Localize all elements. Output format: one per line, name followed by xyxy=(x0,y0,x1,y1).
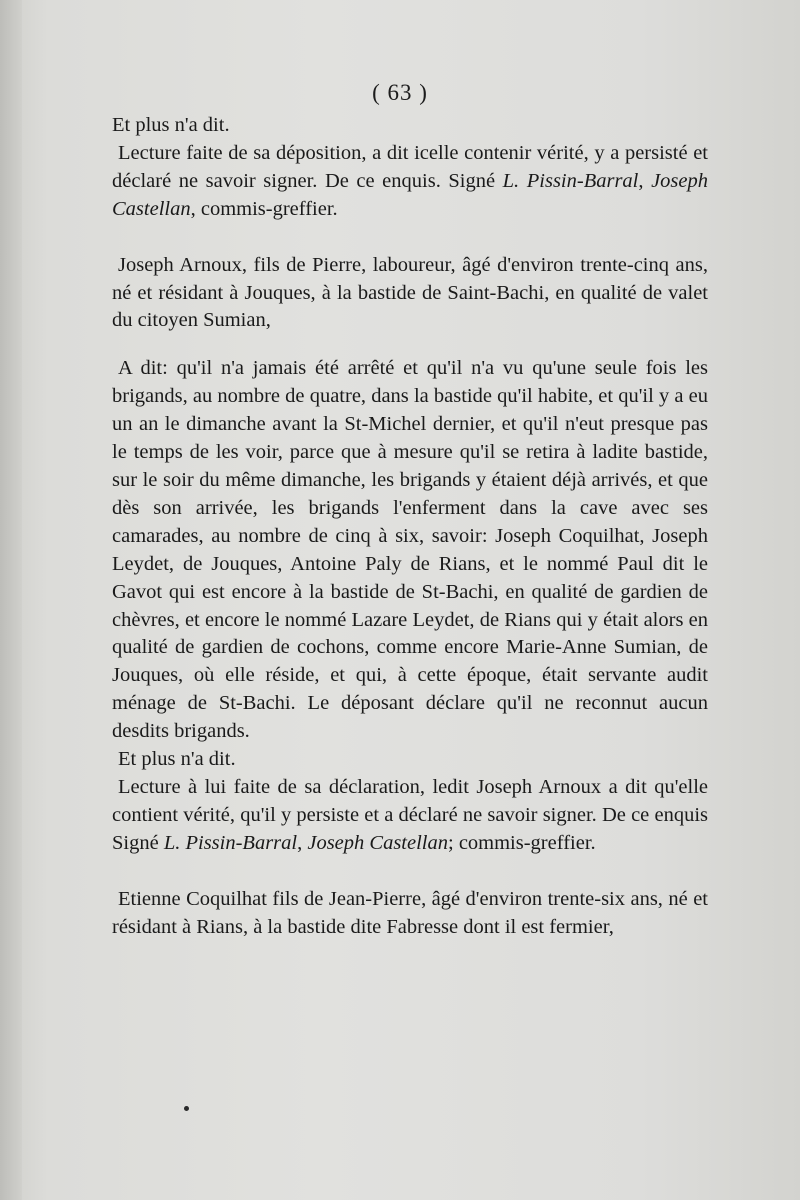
paragraph-testimony-arnoux: A dit: qu'il n'a jamais été arrêté et qu'il n'a vu qu'une seule fois les brigands, au nombre de quatre, dans la bastide qu'il habite, et qu'il y a eu un an le dimanche avant la St-Michel dernier, et qu'il n'eut presque pas le temps de les voir, parce que à mesure qu'il se retira à ladite bastide, sur le soir du même dimanche, les brigands y étaient déjà arrivés, et que dès son arrivée, les brigands l'enferment dans la cave avec ses camarades, au nombre de cinq à six, savoir: Joseph Coquilhat, Joseph Leydet, de Jouques, Antoine Paly de Rians, et le nommé Paul dit le Gavot qui est encore à la bastide de St-Bachi, en qualité de gardien de chèvres, et encore le nommé Lazare Leydet, de Rians qui y était alors en qualité de gardien de cochons, comme encore Marie-Anne Sumian, de Jouques, où elle réside, et qui, à cette époque, était servante audit ménage de St-Bachi. Le déposant déclare qu'il ne reconnut aucun desdits brigands. xyxy=(112,357,708,743)
paragraph-reading-1 xyxy=(112,140,708,224)
reading-2-end: ; commis-greffier. xyxy=(448,831,596,854)
reading-1-text: Lecture faite de sa déposition, a dit icelle contenir vérité, y a persisté et déclaré ne savoir signer. De ce enquis. Signé xyxy=(112,141,708,192)
signature-castellan-2: Joseph Castellan xyxy=(307,831,448,854)
section-gap-1 xyxy=(112,224,708,252)
paragraph-closing-2: Et plus n'a dit. xyxy=(118,748,236,771)
body-text xyxy=(112,112,708,941)
signature-pissin-barral-2: L. Pissin-Barral xyxy=(163,831,298,854)
paragraph-witness-arnoux: Joseph Arnoux, fils de Pierre, laboureur, âgé d'environ trente-cinq ans, né et résidant à Jouques, à la bastide de Saint-Bachi, en qualité de valet du citoyen Sumian, xyxy=(112,253,708,332)
page-gutter xyxy=(0,0,22,1200)
ink-dot xyxy=(184,1106,189,1111)
signature-pissin-barral-1: L. Pissin-Barral xyxy=(502,169,639,192)
section-gap-2 xyxy=(112,335,708,355)
signature-separator-1: , xyxy=(638,169,644,192)
reading-1-end: , commis-greffier. xyxy=(190,197,338,220)
section-gap-3 xyxy=(112,858,708,886)
reading-2-text: Lecture à lui faite de sa déclaration, ledit Joseph Arnoux a dit qu'elle contient vérité, qu'il y persiste et a déclaré ne savoir signer. De ce enquis Signé xyxy=(112,775,708,854)
signature-castellan-1: Joseph Castellan xyxy=(112,169,708,220)
paragraph-witness-coquilhat: Etienne Coquilhat fils de Jean-Pierre, âgé d'environ trente-six ans, né et résidant à Rians, à la bastide dite Fabresse dont il est fermier, xyxy=(112,887,708,938)
paragraph-reading-2 xyxy=(112,774,708,858)
page-number: ( 63 ) xyxy=(372,80,428,105)
signature-separator-2: , xyxy=(297,831,303,854)
paragraph-closing-1: Et plus n'a dit. xyxy=(112,114,230,136)
